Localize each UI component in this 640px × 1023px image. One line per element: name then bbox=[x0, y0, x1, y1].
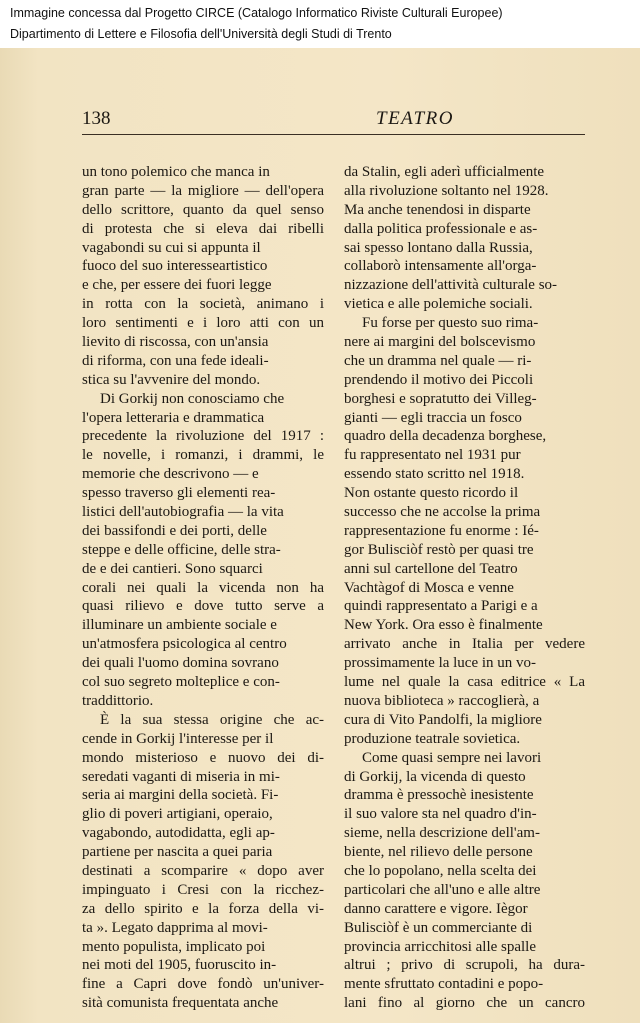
credit-line-2: Dipartimento di Lettere e Filosofia dell'Università degli Studi di Trento bbox=[10, 27, 392, 41]
text-line: za dello spirito e la forza della vi- bbox=[82, 900, 324, 917]
text-line: partiene per nascita a quei paria bbox=[82, 844, 273, 861]
text-line: glio di poveri artigiani, operaio, bbox=[82, 806, 273, 823]
text-line: nuova biblioteca » raccoglierà, a bbox=[344, 692, 540, 709]
text-line: mente sfruttato contadini e popo- bbox=[344, 976, 544, 993]
text-line: l'opera letteraria e drammatica bbox=[82, 409, 265, 426]
text-line: particolari che all'uno e alle altre bbox=[344, 881, 541, 898]
credit-line-1: Immagine concessa dal Progetto CIRCE (Catalogo Informatico Riviste Culturali Europee) bbox=[10, 6, 503, 20]
text-line: da Stalin, egli aderì ufficialmente bbox=[344, 164, 545, 180]
text-line: di protesta che si eleva dai ribelli bbox=[82, 220, 324, 237]
text-line: mondo misterioso e nuovo dei di- bbox=[82, 749, 324, 766]
text-line: un tono polemico che manca in bbox=[82, 164, 270, 180]
paragraph-start-line: Di Gorkij non conosciamo che bbox=[100, 390, 285, 407]
text-line: gianti — egli traccia un fosco bbox=[344, 409, 522, 426]
scanned-page bbox=[0, 48, 640, 1023]
text-line: quadro della decadenza borghese, bbox=[344, 428, 547, 445]
text-line: in rotta con la società, animano i bbox=[82, 296, 324, 313]
text-line: lievito di riscossa, con un'ansia bbox=[82, 334, 269, 351]
journal-title: TEATRO bbox=[376, 108, 454, 129]
text-line: stica su l'avvenire del mondo. bbox=[82, 371, 261, 388]
text-line: un'atmosfera psicologica al centro bbox=[82, 636, 287, 653]
text-line: nei moti del 1905, fuoruscito in- bbox=[82, 957, 277, 974]
text-line: alla rivoluzione soltanto nel 1928. bbox=[344, 182, 549, 199]
text-line: vagabondi su cui si appunta il bbox=[82, 239, 261, 256]
text-line: di Gorkij, la vicenda di questo bbox=[344, 768, 526, 785]
text-line: col suo segreto molteplice e con- bbox=[82, 674, 280, 691]
right-text-column bbox=[344, 163, 585, 1013]
text-line: impinguato i Cresi con la ricchez- bbox=[82, 881, 324, 898]
text-line: illuminare un ambiente sociale e bbox=[82, 617, 277, 634]
text-line: fine a Capri dove fondò un'univer- bbox=[82, 976, 324, 993]
text-line: biente, nel rilievo delle persone bbox=[344, 844, 533, 861]
paragraph-start-line: È la sua stessa origine che ac- bbox=[100, 711, 324, 728]
text-line: memorie che descrivono — e bbox=[82, 466, 259, 483]
text-line: produzione teatrale sovietica. bbox=[344, 730, 521, 747]
text-line: provincia arricchitosi alle spalle bbox=[344, 938, 537, 955]
text-line: spesso traverso gli elementi rea- bbox=[82, 485, 276, 502]
text-line: le novelle, i romanzi, i drammi, le bbox=[82, 447, 324, 464]
text-line: cende in Gorkij l'interesse per il bbox=[82, 730, 274, 747]
text-line: New York. Ora esso è finalmente bbox=[344, 617, 543, 634]
text-line: seredati vaganti di miseria in mi- bbox=[82, 768, 280, 785]
text-line: lume nel quale la casa editrice « La bbox=[344, 674, 585, 691]
text-line: di riforma, con una fede ideali- bbox=[82, 352, 269, 369]
text-line: successo che ne accolse la prima bbox=[344, 504, 541, 521]
text-line: Vachtàgof di Mosca e venne bbox=[344, 579, 514, 596]
text-line: traddittorio. bbox=[82, 692, 154, 709]
text-line: steppe e delle officine, delle stra- bbox=[82, 541, 281, 558]
text-line: dalla politica professionale e as- bbox=[344, 220, 538, 237]
text-line: nizzazione dell'attività culturale so- bbox=[344, 277, 558, 294]
text-line: prendendo il motivo dei Piccoli bbox=[344, 371, 534, 388]
text-line: listici dell'autobiografia — la vita bbox=[82, 504, 284, 521]
text-line: nere ai margini del bolscevismo bbox=[344, 334, 536, 351]
text-line: borghesi e sopratutto dei Villeg- bbox=[344, 390, 537, 407]
text-line: Non ostante questo ricordo il bbox=[344, 485, 519, 502]
text-line: corali nei quali la vicenda non ha bbox=[82, 579, 324, 596]
text-line: loro sentimenti e i loro atti con un bbox=[82, 315, 324, 332]
text-line: Ma anche tenendosi in disparte bbox=[344, 201, 531, 218]
text-line: ta ». Legato dapprima al movi- bbox=[82, 919, 268, 936]
text-line: che lo popolano, nella scelta dei bbox=[344, 862, 537, 879]
running-head bbox=[82, 106, 585, 135]
text-line: essendo stato scritto nel 1918. bbox=[344, 466, 525, 483]
text-line: il suo valore sta nel quadro d'in- bbox=[344, 806, 537, 823]
text-line: anni sul cartellone del Teatro bbox=[344, 560, 518, 577]
text-line: che un dramma nel quale — ri- bbox=[344, 352, 532, 369]
text-line: sai spesso lontano dalla Russia, bbox=[344, 239, 533, 256]
text-line: arrivato anche in Italia per vedere bbox=[344, 636, 585, 653]
paragraph-start-line: Come quasi sempre nei lavori bbox=[362, 749, 542, 766]
image-credit-banner bbox=[0, 0, 640, 48]
text-line: seria ai margini della società. Fi- bbox=[82, 787, 279, 804]
text-line: cura di Vito Pandolfi, la migliore bbox=[344, 711, 542, 728]
text-line: Bulisciòf è un commerciante di bbox=[344, 919, 533, 936]
text-line: dello scrittore, quanto da quel senso bbox=[82, 201, 324, 218]
text-line: lani fino al giorno che un cancro bbox=[344, 995, 585, 1012]
text-line: rappresentazione fu enorme : Ié- bbox=[344, 522, 539, 539]
text-line: destinati a scomparire « dopo aver bbox=[82, 862, 324, 879]
text-line: fu rappresentato nel 1931 pur bbox=[344, 447, 521, 464]
text-line: danno carattere e vigore. Iègor bbox=[344, 900, 528, 917]
text-line: sità comunista frequentata anche bbox=[82, 995, 279, 1012]
text-line: fuoco del suo interesseartistico bbox=[82, 258, 268, 275]
text-line: precedente la rivoluzione del 1917 : bbox=[82, 428, 324, 445]
text-line: mento populista, implicato poi bbox=[82, 938, 266, 955]
text-line: quindi rappresentato a Parigi e a bbox=[344, 598, 538, 615]
text-line: e che, per essere dei fuori legge bbox=[82, 277, 272, 294]
paragraph-start-line: Fu forse per questo suo rima- bbox=[362, 315, 539, 332]
text-line: dei quali l'uomo domina sovrano bbox=[82, 655, 279, 672]
text-line: collaborò intensamente all'orga- bbox=[344, 258, 537, 275]
text-line: vietica e alle polemiche sociali. bbox=[344, 296, 533, 313]
text-line: quasi rilievo e dove tutto serve a bbox=[82, 598, 324, 615]
text-line: dramma è pressochè inesistente bbox=[344, 787, 534, 804]
text-line: vagabondo, autodidatta, egli ap- bbox=[82, 825, 275, 842]
left-text-column bbox=[82, 163, 324, 1013]
text-line: prossimamente la luce in un vo- bbox=[344, 655, 537, 672]
text-line: gran parte — la migliore — dell'opera bbox=[82, 182, 324, 199]
text-line: gor Bulisciòf restò per quasi tre bbox=[344, 541, 534, 558]
text-line: altrui ; privo di scrupoli, ha dura- bbox=[344, 957, 585, 974]
text-line: de e dei cantieri. Sono squarci bbox=[82, 560, 263, 577]
text-line: dei bassifondi e dei porti, delle bbox=[82, 522, 267, 539]
page-number: 138 bbox=[82, 108, 111, 129]
text-line: sieme, nella descrizione dell'am- bbox=[344, 825, 540, 842]
